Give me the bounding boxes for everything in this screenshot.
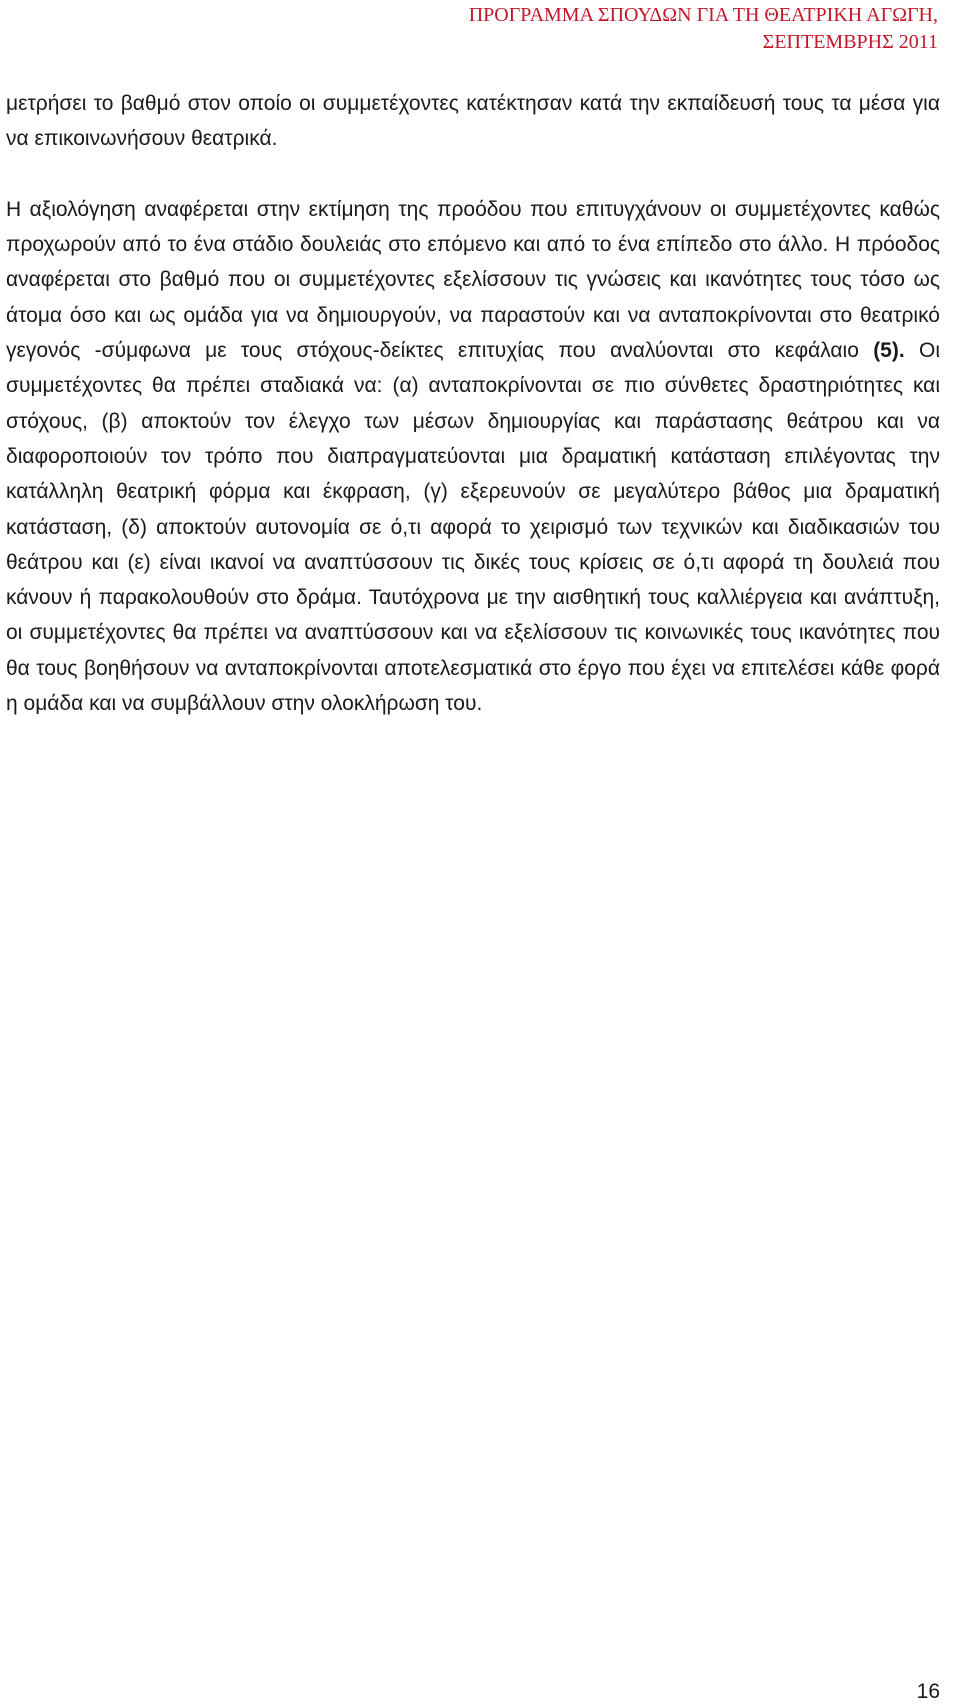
chapter-reference: (5). xyxy=(873,339,905,363)
running-header xyxy=(469,2,938,56)
paragraph-continuation: μετρήσει το βαθμό στον οποίο οι συμμετέχοντες κατέκτησαν κατά την εκπαίδευσή τους τα μέσα για να επικοινωνήσουν θεατρικά. xyxy=(6,92,940,151)
header-date-line: ΣΕΠΤΕΜΒΡΗΣ 2011 xyxy=(762,31,938,53)
document-body xyxy=(6,86,940,721)
paragraph-assessment-text-start: Η αξιολόγηση αναφέρεται στην εκτίμηση της προόδου που επιτυγχάνουν οι συμμετέχοντες καθώς προχωρούν από το ένα στάδιο δουλειάς στο επόμενο και από το ένα επίπεδο στο άλλο. Η πρόοδος αναφέρεται στο βαθμό που οι συμμετέχοντες εξελίσσουν τις γνώσεις και ικανότητες τους τόσο ως άτομα όσο και ως ομάδα για να δημιουργούν, να παραστούν και να ανταποκρίνονται στο θεατρικό γεγονός -σύμφωνα με τους στόχους-δείκτες επιτυχίας που αναλύονται στο κεφάλαιο xyxy=(6,197,940,363)
paragraph-assessment-text-end: Οι συμμετέχοντες θα πρέπει σταδιακά να: (α) ανταποκρίνονται σε πιο σύνθετες δραστηριότητες και στόχους, (β) αποκτούν τον έλεγχο των μέσων δημιουργίας και παράστασης θεάτρου και να διαφοροποιούν τον τρόπο που διαπραγματεύονται μια δραματική κατάσταση επιλέγοντας την κατάλληλη θεατρική φόρμα και έκφραση, (γ) εξερευνούν σε μεγαλύτερο βάθος μια δραματική κατάσταση, (δ) αποκτούν αυτονομία σε ό,τι αφορά το χειρισμό των τεχνικών και διαδικασιών του θεάτρου και (ε) είναι ικανοί να αναπτύσσουν τις δικές τους κρίσεις σε ό,τι αφορά τη δουλειά που κάνουν ή παρακολουθούν στο δράμα. Ταυτόχρονα με την αισθητική τους καλλιέργεια και ανάπτυξη, οι συμμετέχοντες θα πρέπει να αναπτύσσουν και να εξελίσσουν τις κοινωνικές τους ικανότητες που θα τους βοηθήσουν να ανταποκρίνονται αποτελεσματικά στο έργο που έχει να επιτελέσει κάθε φορά η ομάδα και να συμβάλλουν στην ολοκλήρωση του. xyxy=(6,339,940,716)
paragraph-assessment xyxy=(6,192,940,721)
page-number: 16 xyxy=(916,1680,940,1703)
header-title-line: ΠΡΟΓΡΑΜΜΑ ΣΠΟΥΔΩΝ ΓΙΑ ΤΗ ΘΕΑΤΡΙΚΗ ΑΓΩΓΗ, xyxy=(468,4,938,26)
